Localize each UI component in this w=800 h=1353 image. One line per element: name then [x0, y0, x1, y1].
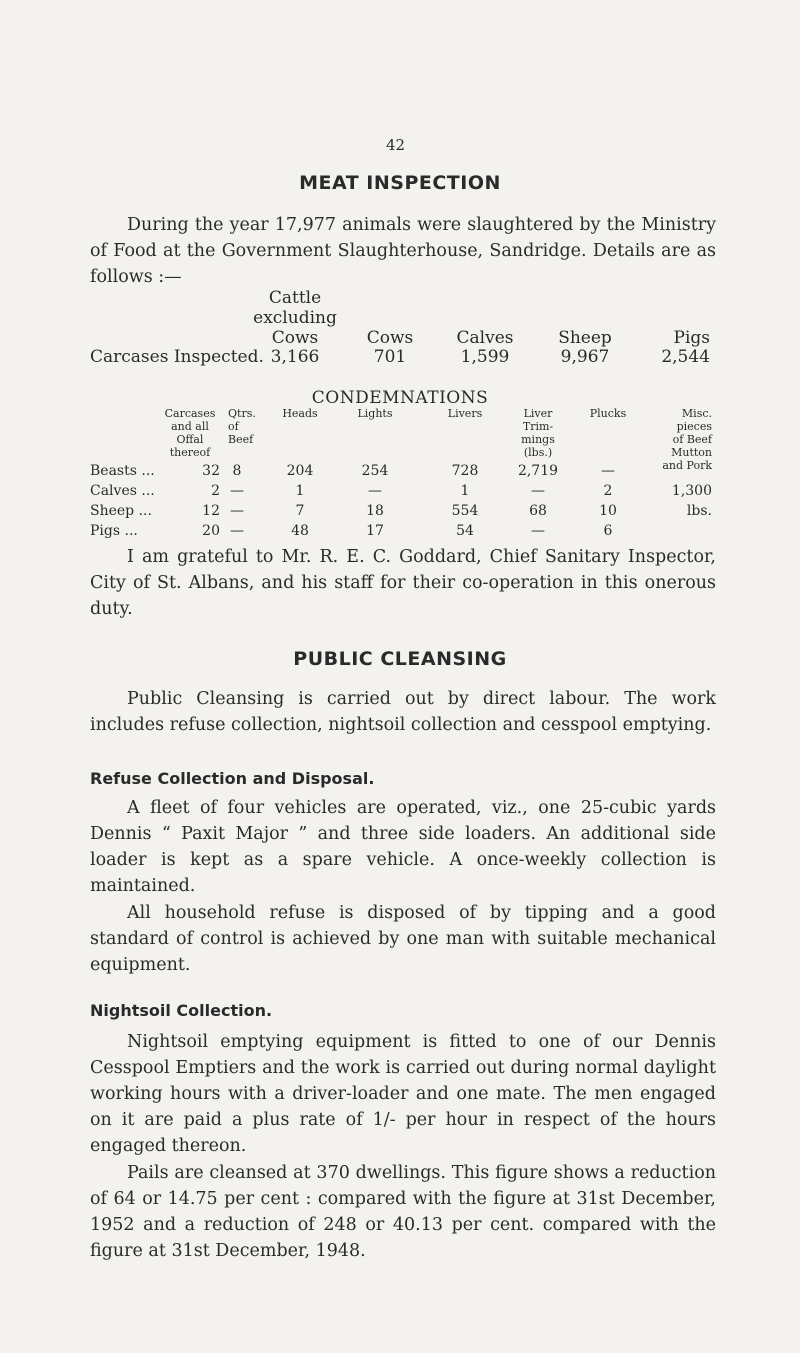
cell-heads: 204	[286, 463, 314, 479]
hdr-carcases-2: and all	[171, 420, 209, 433]
refuse-paragraph-2	[90, 900, 716, 978]
cell-livers: 1	[460, 483, 470, 499]
inspected-calves: 1,599	[460, 347, 510, 367]
hdr-lights: Lights	[357, 407, 393, 420]
col-cows: Cows	[366, 328, 414, 348]
hdr-misc-5: and Pork	[662, 459, 712, 472]
cell-livers: 728	[451, 463, 479, 479]
cell-misc: 1,300	[671, 483, 712, 499]
cell-plucks: —	[601, 463, 615, 479]
cell-liver-trim: —	[531, 523, 545, 539]
cell-heads: 1	[295, 483, 305, 499]
inspected-cattle: 3,166	[270, 347, 320, 367]
hdr-qtrs-1: Qtrs.	[228, 407, 256, 420]
col-cattle-line2: excluding	[253, 308, 337, 328]
hdr-misc-4: Mutton	[671, 446, 712, 459]
cell-qtrs: —	[230, 503, 244, 519]
cell-misc: lbs.	[686, 503, 712, 519]
cell-liver-trim: 2,719	[517, 463, 559, 479]
cell-plucks: 2	[603, 483, 613, 499]
hdr-carcases-1: Carcases	[164, 407, 216, 420]
cell-lights: —	[368, 483, 382, 499]
nightsoil-heading: Nightsoil Collection.	[90, 1001, 273, 1020]
hdr-qtrs-3: Beef	[228, 433, 254, 446]
hdr-carcases-4: thereof	[169, 446, 211, 459]
meat-inspection-heading: MEAT INSPECTION	[299, 172, 501, 194]
col-cattle-line1: Cattle	[268, 288, 322, 308]
cell-heads: 48	[291, 523, 309, 539]
cell-carcases: 2	[211, 483, 220, 499]
thanks-paragraph	[90, 544, 716, 622]
nightsoil-paragraph-2	[90, 1160, 716, 1264]
row-label: Calves ...	[90, 483, 155, 499]
meat-intro-text: During the year 17,977 animals were slaughtered by the Ministry of Food at the Government Slaughterhouse, Sandridge. Details are as follows :—	[90, 215, 716, 287]
hdr-liver-2: Trim-	[522, 420, 554, 433]
cell-livers: 54	[456, 523, 474, 539]
cell-livers: 554	[451, 503, 479, 519]
row-label: Sheep ...	[90, 503, 152, 519]
hdr-carcases-3: Offal	[176, 433, 204, 446]
refuse-text-2: All household refuse is disposed of by tipping and a good standard of control is achieved by one man with suitable mechanical equipment.	[90, 903, 716, 975]
cleansing-intro	[90, 686, 716, 738]
hdr-misc-1: Misc.	[681, 407, 712, 420]
hdr-misc-2: pieces	[676, 420, 712, 433]
inspected-pigs: 2,544	[661, 347, 710, 367]
hdr-heads: Heads	[282, 407, 318, 420]
page-number: 42	[386, 136, 406, 154]
cell-carcases: 12	[202, 503, 220, 519]
hdr-liver-4: (lbs.)	[523, 446, 553, 459]
hdr-livers: Livers	[447, 407, 483, 420]
col-sheep: Sheep	[558, 328, 612, 348]
cell-qtrs: 8	[232, 463, 242, 479]
row-label: Pigs ...	[90, 523, 138, 539]
nightsoil-text-2: Pails are cleansed at 370 dwellings. This figure shows a reduction of 64 or 14.75 per cent : compared with the figure at 31st December, 1952 and a reduction of 248 or 40.13 per cent. compared with the figure at 31st December, 1948.	[90, 1163, 716, 1261]
hdr-misc-3: of Beef	[672, 433, 712, 446]
cell-carcases: 20	[202, 523, 220, 539]
cell-liver-trim: —	[531, 483, 545, 499]
col-pigs: Pigs	[673, 328, 710, 348]
refuse-heading: Refuse Collection and Disposal.	[90, 769, 375, 788]
cell-qtrs: —	[230, 523, 244, 539]
cell-qtrs: —	[230, 483, 244, 499]
cell-heads: 7	[295, 503, 305, 519]
cleansing-intro-text: Public Cleansing is carried out by direct labour. The work includes refuse collection, nightsoil collection and cesspool emptying.	[90, 689, 716, 735]
public-cleansing-heading: PUBLIC CLEANSING	[293, 648, 507, 670]
inspected-sheep: 9,967	[560, 347, 610, 367]
cell-carcases: 32	[202, 463, 220, 479]
cell-lights: 17	[366, 523, 384, 539]
meat-intro	[90, 212, 716, 290]
row-label: Beasts ...	[90, 463, 155, 479]
nightsoil-paragraph-1	[90, 1029, 716, 1159]
inspected-cows: 701	[373, 347, 407, 367]
refuse-paragraph-1	[90, 795, 716, 899]
cell-plucks: 6	[603, 523, 613, 539]
cell-plucks: 10	[599, 503, 617, 519]
col-calves: Calves	[456, 328, 514, 348]
refuse-text-1: A fleet of four vehicles are operated, viz., one 25-cubic yards Dennis “ Paxit Major ” and three side loaders. An additional side loader is kept as a spare vehicle. A once-weekly collection is maintained.	[90, 798, 716, 896]
cell-lights: 254	[361, 463, 389, 479]
col-cattle-line3: Cows	[271, 328, 319, 348]
hdr-plucks: Plucks	[589, 407, 627, 420]
thanks-text: I am grateful to Mr. R. E. C. Goddard, Chief Sanitary Inspector, City of St. Albans, and his staff for their co-operation in this onerous duty.	[90, 547, 716, 619]
cell-liver-trim: 68	[529, 503, 547, 519]
hdr-liver-3: mings	[521, 433, 555, 446]
nightsoil-text-1: Nightsoil emptying equipment is fitted to one of our Dennis Cesspool Emptiers and the work is carried out during normal daylight working hours with a driver-loader and one mate. The men engaged on it are paid a plus rate of 1/- per hour in respect of the hours engaged thereon.	[90, 1032, 716, 1156]
inspected-row-label: Carcases Inspected.	[90, 347, 264, 367]
hdr-qtrs-2: of	[228, 420, 239, 433]
hdr-liver-1: Liver	[523, 407, 553, 420]
cell-lights: 18	[366, 503, 384, 519]
condemnations-title: CONDEMNATIONS	[311, 388, 489, 408]
